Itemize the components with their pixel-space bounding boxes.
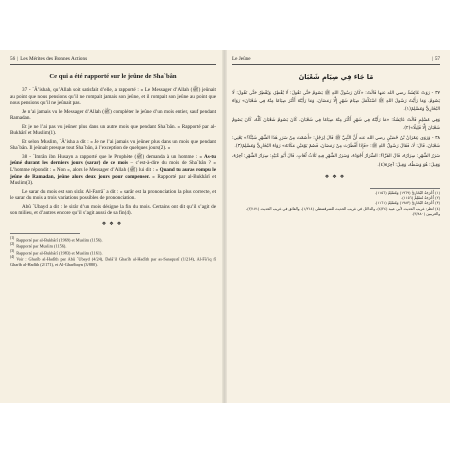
left-header-text <box>10 56 87 63</box>
left-ornament-stars: ❖❖❖ <box>101 221 125 227</box>
footnote-4-number: (4) <box>10 255 15 260</box>
right-running-head <box>232 56 440 65</box>
paragraph-38 <box>10 154 216 187</box>
paragraph-sarar: Le sarar du mois est son sirâr. Al-Farrâ` a dit : « sarâr est la prononciation la plus correcte, et le sarar du mois a trois variations possibles de prononciation. <box>10 188 216 202</box>
para-38-bold-question: As-tu jeûné durant les derniers jours (sarar) de ce mois <box>10 153 216 167</box>
right-header-number-group <box>430 56 440 63</box>
arabic-paragraph-37: ٣٧ - رَوَتْ عَائِشَةُ رضي الله عنها قَالَتْ: «كَانَ رَسُولُ اللهِ ﷺ يَصُومُ حَتَّى نَقُولَ: لَا يُفْطِرُ، وَيُفْطِرُ حَتَّى نَقُولَ: لَا يَصُومُ. وَمَا رَأَيْتُ رَسُولَ اللهِ ﷺ اسْتَكْمَلَ صِيَامَ شَهْرٍ إِلَّا رَمَضَانَ، وَمَا رَأَيْتُهُ أَكْثَرَ صِيَامًا مِنْهُ فِي شَعْبَانَ» رَوَاهُ البُخَارِيُّ وَمُسْلِمٌ(١). <box>232 91 440 113</box>
footnote-3-number: (3) <box>10 248 15 253</box>
right-running-title: Le Jeûne <box>232 56 251 62</box>
footnote-4 <box>10 255 216 267</box>
right-section-title: مَا جَاءَ فِي صِيَامِ شَعْبَانَ <box>298 73 374 81</box>
left-header-separator: | <box>17 56 19 62</box>
arabic-paragraph-37-muslim: وَفِي مُسْلِمٍ قَالَتْ عَائِشَةُ: «مَا رَأَيْتُهُ فِي شَهْرٍ أَكْثَرَ مِنْهُ صِيَامًا فِي شَعْبَانَ، كَانَ يَصُومُ شَعْبَانَ كُلَّهُ، كَانَ يَصُومُ شَعْبَانَ إِلَّا قَلِيلًا»(٢). <box>232 117 440 131</box>
paragraph-abu-ubayd: Abû `Ubayd a dit : le sirâr d’un mois désigne la fin du mois. Certains ont dit qu’il s’agit de son milieu, et d’autres encore qu’il s’agit aussi de sa fin(4). <box>10 203 216 217</box>
right-footnote-rule <box>370 188 440 189</box>
arabic-paragraph-sarar: سَرَرُ الشَّهْرِ: سِرَارُهُ، قَالَ الفَرَّاءُ: السِّرَارُ أَجْوَدُهُ، وَسَرَرُ الشَّهْرِ فِيهِ ثَلَاثُ لُغَاتٍ. قَالَ أَبُو عُبَيْدٍ: سِرَارُ الشَّهْرِ: آخِرُهُ، وَقِيلَ: هُوَ وَسَطُهُ، وَقِيلَ: آخِرُهُ(٤). <box>232 154 440 168</box>
right-ornament-stars: ❖❖❖ <box>324 174 348 180</box>
arabic-paragraph-38: ٣٨ - وَرَوَى عِمْرَانُ بْنُ حُصَيْنٍ رضي الله عنه أَنَّ النَّبِيَّ ﷺ قَالَ لِرَجُلٍ: «أَصُمْتَ مِنْ سَرَرِ هَذَا الشَّهْرِ شَيْئًا؟» يَعْنِي: شَعْبَانَ، قَالَ: لَا، فَقَالَ رَسُولُ اللهِ ﷺ: «فَإِذَا أَفْطَرْتَ مِنْ رَمَضَانَ، فَصُمْ يَوْمَيْنِ مَكَانَهُ» رَوَاهُ البُخَارِيُّ وَمُسْلِمٌ(٣). <box>232 136 440 150</box>
arabic-footnote-4: (٤) انظر: غريب الحديث لأبي عبيد (٤/٢٤)، والدلائل في غريب الحديث للسرقسطي (١/٢١٤)، والفائق في غريب الحديث (٢/١٧١)، والغريبين (٣/٨٨٠). <box>246 206 440 217</box>
right-page-number: 57 <box>434 56 440 62</box>
left-section-title: Ce qui a été rapporté sur le jeûne de Sha`bân <box>49 73 177 80</box>
right-page <box>224 50 450 403</box>
left-running-head <box>10 56 216 65</box>
paragraph-37: 37 - `Â’ishah, qu’Allah soit satisfait d’elle, a rapporté : « Le Messager d’Allah (ﷺ) jeûnait au point que nous pensions qu’il ne rompait jamais son jeûne, et il rompait son jeûne au point que nous pensions qu’il ne jeûnait pas. <box>10 87 216 107</box>
para-38-bold-answer: Quand tu auras rompu le jeûne de Ramadan, jeûne alors deux jours pour compenser. <box>10 167 216 180</box>
left-page-number: 56 <box>10 56 16 62</box>
paragraph-37-c: Et je ne l’ai pas vu jeûner plus dans un autre mois que pendant Sha`bân. » Rapporté par al-Bukhârî et Muslim(1). <box>10 123 216 137</box>
footnote-4-text: Voir : Gharîb al-Hadîth par Abû `Ubayd (4/24), Dalâ’il Gharîb al-Hadîth par as-Saraqustî (1/214), Al-Fâ’iq fî Gharîb al-Hadîth (2/171), et Al-Gharîbayn (3/880). <box>10 256 216 267</box>
footnote-1-text: Rapporté par al-Bukhârî (1969) et Muslim (1156). <box>16 237 103 243</box>
footnote-2-text: Rapporté par Muslim (1156). <box>16 243 67 249</box>
paragraph-37-b: Je n’ai jamais vu le Messager d’Allah (ﷺ) compléter le jeûne d’un mois entier, sauf pendant Ramadan. <box>10 108 217 122</box>
para-38-lead: 38 - `Imrân ibn Husayn a rapporté que le Prophète (ﷺ) demanda à un homme : « <box>22 153 204 160</box>
left-running-title: Les Mérites des Bonnes Actions <box>20 56 88 62</box>
footnote-1-number: (1) <box>10 235 15 240</box>
paragraph-37-d: Et selon Muslim, `Â’isha a dit : « Je ne l’ai jamais vu jeûner plus dans un mois que pendant Sha`bân. Il jeûnait presque tout Sha`bân, à l’exception de quelques jours(2). » <box>10 138 216 152</box>
right-header-separator: | <box>431 56 433 62</box>
left-page <box>0 50 224 403</box>
arabic-footnote-3: (٣) أَخْرَجَهُ البُخَارِيُّ (١٩٨٣) وَمُسْلِمٌ (١١٦١). <box>374 201 440 206</box>
footnote-2-number: (2) <box>10 242 15 247</box>
para-38-tail: » Rapporté par al-Bukhârî et Muslim(3). <box>10 173 216 187</box>
arabic-footnote-2: (٢) أَخْرَجَهُ مُسْلِمٌ (١١٥٦). <box>401 196 440 201</box>
para-38-mid: – c’est-à-dire du mois de Sha`bân ? » L’homme répondit : « Non », alors le Messager d’Allah (ﷺ) lui dit : « <box>10 160 216 174</box>
book-gutter-shadow <box>222 50 227 403</box>
footnote-3-text: Rapporté par al-Bukhârî (1983) et Muslim (1161). <box>16 250 103 256</box>
arabic-footnote-1: (١) أَخْرَجَهُ البُخَارِيُّ (١٩٦٩) وَمُسْلِمٌ (١١٥٦). <box>374 190 440 195</box>
